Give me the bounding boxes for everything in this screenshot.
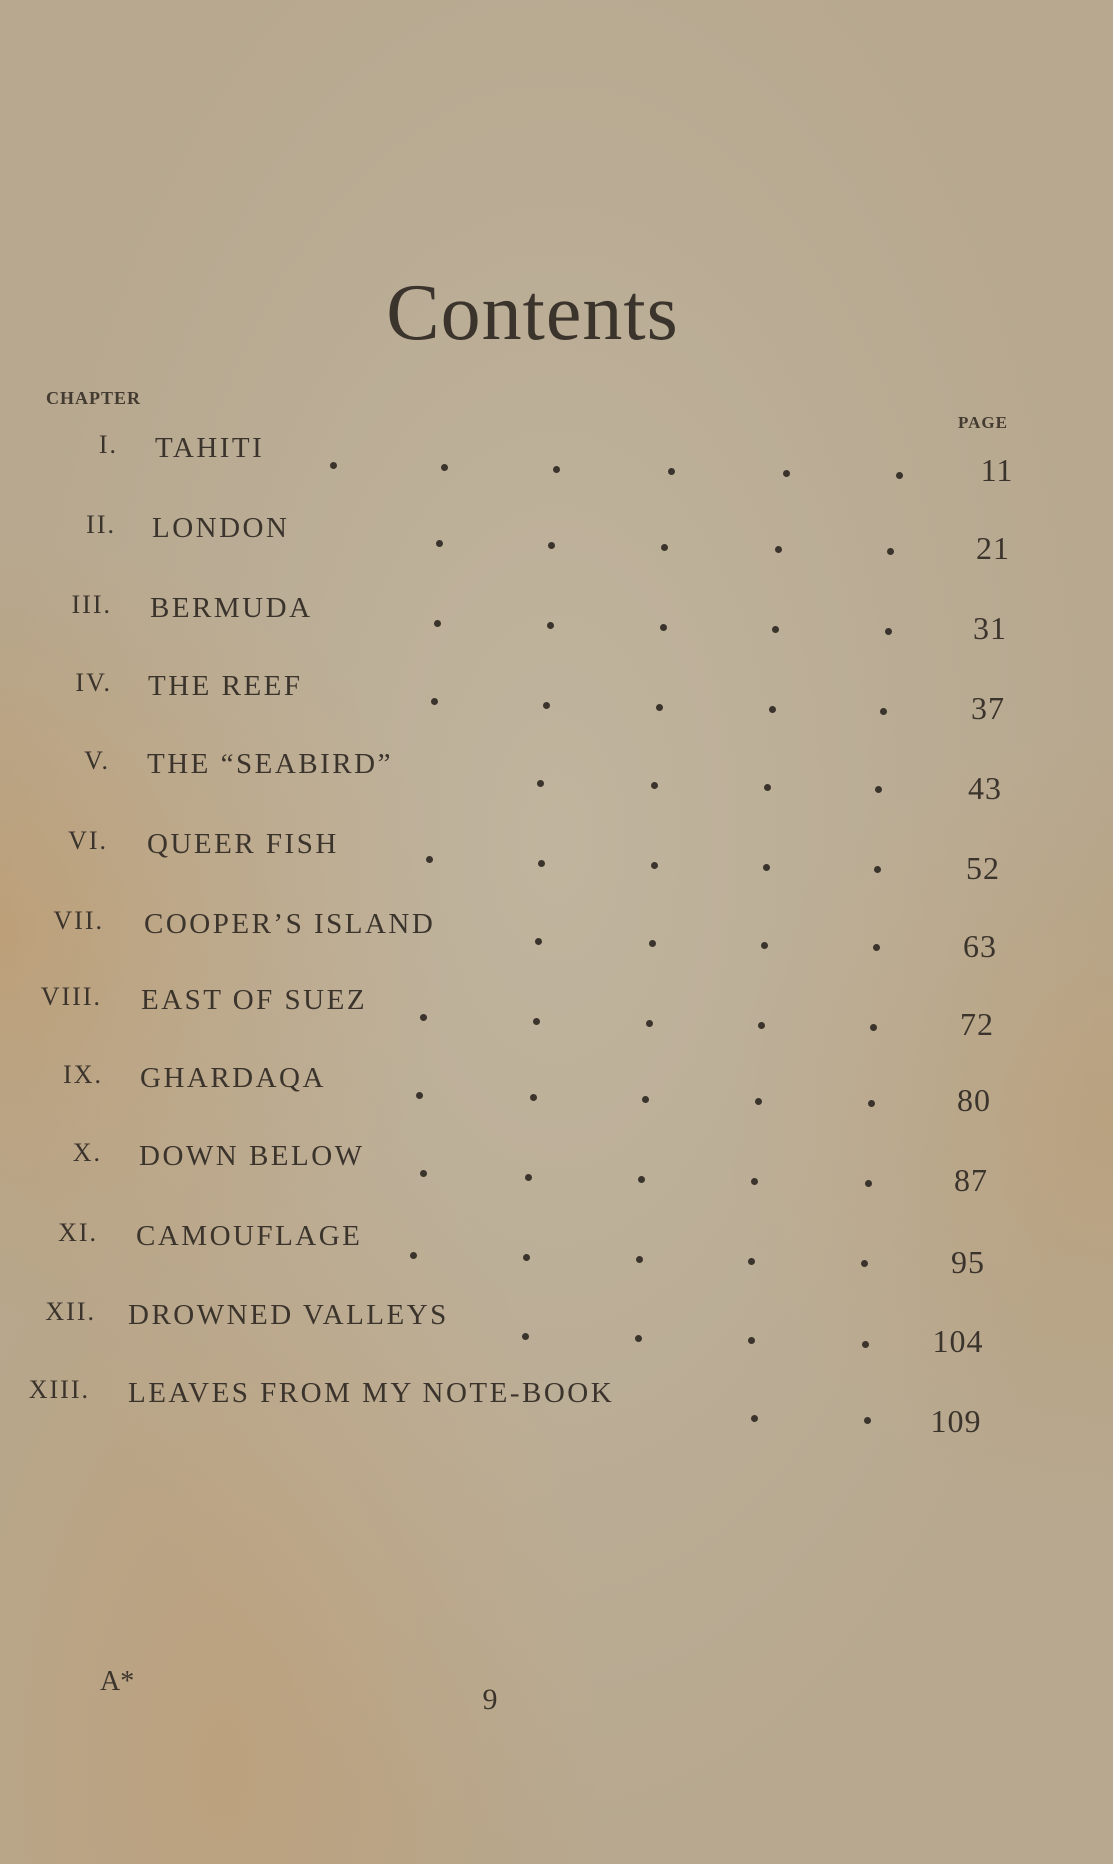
chapter-title: THE REEF	[148, 670, 303, 702]
leader-dot	[436, 540, 443, 547]
page-number: 95	[951, 1244, 985, 1280]
leader-dot	[748, 1258, 755, 1265]
leader-dot	[638, 1176, 645, 1183]
chapter-numeral: XIII.	[28, 1375, 90, 1404]
page-number: 87	[954, 1162, 988, 1198]
leader-dot	[426, 856, 433, 863]
leader-dot	[755, 1098, 762, 1105]
leader-dot	[420, 1014, 427, 1021]
toc-entry	[0, 746, 1113, 806]
toc-entry	[0, 1138, 1113, 1198]
chapter-title: BERMUDA	[150, 592, 313, 624]
chapter-title: DOWN BELOW	[139, 1140, 365, 1172]
leader-dot	[864, 1417, 871, 1424]
chapter-numeral: II.	[86, 510, 116, 539]
page-title: Contents	[386, 269, 679, 357]
chapter-numeral: IV.	[75, 668, 112, 697]
chapter-column-label: CHAPTER	[46, 388, 142, 408]
leader-dot	[330, 462, 337, 469]
leader-dot	[748, 1337, 755, 1344]
leader-dot	[783, 470, 790, 477]
leader-dot	[646, 1020, 653, 1027]
page-column-label: PAGE	[958, 413, 1008, 432]
leader-dot	[861, 1260, 868, 1267]
page-number: 21	[976, 530, 1010, 566]
toc-entry	[0, 826, 1113, 886]
page-number: 43	[968, 770, 1002, 806]
toc-entry	[0, 590, 1113, 650]
leader-dot	[651, 862, 658, 869]
chapter-title: QUEER FISH	[147, 828, 339, 860]
page-number: 31	[973, 610, 1007, 646]
leader-dot	[896, 472, 903, 479]
page-number: 63	[963, 928, 997, 964]
leader-dot	[410, 1252, 417, 1259]
leader-dot	[862, 1341, 869, 1348]
chapter-title: LONDON	[152, 512, 290, 544]
leader-dot	[431, 698, 438, 705]
page-number: 72	[960, 1006, 994, 1042]
leader-dot	[873, 944, 880, 951]
toc-entry	[0, 430, 1113, 490]
leader-dot	[885, 628, 892, 635]
chapter-title: GHARDAQA	[140, 1062, 326, 1094]
leader-dot	[880, 708, 887, 715]
leader-dot	[642, 1096, 649, 1103]
leader-dot	[547, 622, 554, 629]
chapter-title: COOPER’S ISLAND	[144, 908, 436, 940]
chapter-numeral: I.	[98, 430, 118, 459]
leader-dot	[764, 784, 771, 791]
leader-dot	[553, 466, 560, 473]
chapter-numeral: VIII.	[40, 982, 102, 1011]
leader-dot	[434, 620, 441, 627]
chapter-title: DROWNED VALLEYS	[128, 1299, 449, 1331]
leader-dot	[651, 782, 658, 789]
toc-entry	[0, 1218, 1113, 1278]
leader-dot	[538, 860, 545, 867]
chapter-numeral: IX.	[63, 1060, 103, 1089]
leader-dot	[416, 1092, 423, 1099]
leader-dot	[636, 1256, 643, 1263]
page-number: 37	[971, 690, 1005, 726]
toc-entry	[0, 906, 1113, 966]
leader-dot	[751, 1178, 758, 1185]
leader-dot	[887, 548, 894, 555]
chapter-title: THE “SEABIRD”	[147, 748, 393, 780]
chapter-numeral: V.	[84, 746, 110, 775]
leader-dot	[649, 940, 656, 947]
chapter-numeral: VII.	[53, 906, 104, 935]
leader-dot	[769, 706, 776, 713]
leader-dot	[441, 464, 448, 471]
leader-dot	[772, 626, 779, 633]
leader-dot	[763, 864, 770, 871]
leader-dot	[751, 1415, 758, 1422]
folio-page-number: 9	[482, 1683, 498, 1716]
page-number: 109	[930, 1403, 982, 1439]
leader-dot	[868, 1100, 875, 1107]
chapter-numeral: X.	[72, 1138, 102, 1167]
chapter-title: LEAVES FROM MY NOTE-BOOK	[128, 1377, 615, 1409]
leader-dot	[525, 1174, 532, 1181]
page-number: 80	[957, 1082, 991, 1118]
leader-dot	[635, 1335, 642, 1342]
toc-entry	[0, 1375, 1113, 1439]
leader-dot	[533, 1018, 540, 1025]
leader-dot	[661, 544, 668, 551]
toc-entry	[0, 1060, 1113, 1120]
toc-entry	[0, 1297, 1113, 1357]
page-number: 11	[980, 452, 1014, 488]
leader-dot	[775, 546, 782, 553]
chapter-numeral: VI.	[68, 826, 108, 855]
leader-dot	[535, 938, 542, 945]
leader-dot	[522, 1333, 529, 1340]
toc-entry	[0, 510, 1113, 570]
chapter-title: TAHITI	[155, 432, 265, 464]
leader-dot	[523, 1254, 530, 1261]
leader-dot	[874, 866, 881, 873]
chapter-numeral: XI.	[58, 1218, 98, 1247]
toc-entry	[0, 982, 1113, 1042]
leader-dot	[548, 542, 555, 549]
leader-dot	[865, 1180, 872, 1187]
chapter-numeral: XII.	[45, 1297, 96, 1326]
leader-dot	[656, 704, 663, 711]
leader-dot	[543, 702, 550, 709]
leader-dot	[758, 1022, 765, 1029]
chapter-title: EAST OF SUEZ	[141, 984, 368, 1016]
leader-dot	[875, 786, 882, 793]
leader-dot	[537, 780, 544, 787]
chapter-numeral: III.	[71, 590, 112, 619]
page-number: 104	[932, 1323, 984, 1359]
leader-dot	[530, 1094, 537, 1101]
toc-entry	[0, 668, 1113, 728]
leader-dot	[660, 624, 667, 631]
chapter-title: CAMOUFLAGE	[136, 1220, 363, 1252]
leader-dot	[761, 942, 768, 949]
leader-dot	[420, 1170, 427, 1177]
leader-dot	[870, 1024, 877, 1031]
page-number: 52	[966, 850, 1000, 886]
signature-mark: A*	[100, 1666, 135, 1697]
leader-dot	[668, 468, 675, 475]
